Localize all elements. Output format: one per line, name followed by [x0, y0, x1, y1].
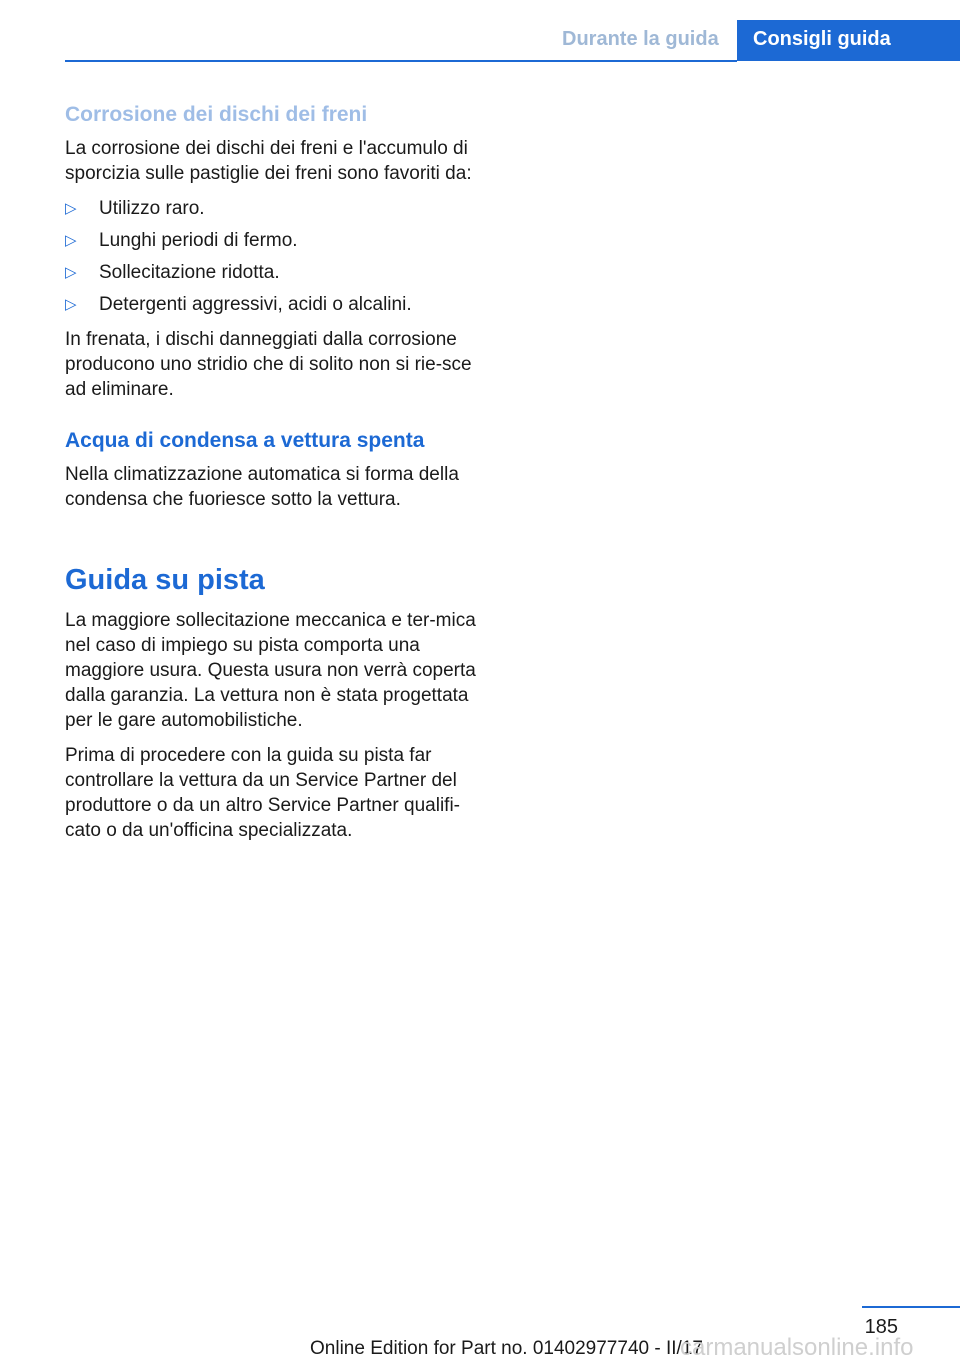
heading-track-driving: Guida su pista	[65, 564, 265, 596]
list-item-text: Utilizzo raro.	[99, 198, 205, 219]
list-item	[65, 260, 485, 285]
triangle-bullet-icon: ▷	[65, 264, 77, 281]
watermark: carmanualsonline.info	[680, 1334, 914, 1361]
page-content	[65, 100, 485, 853]
list-item	[65, 292, 485, 317]
spacer	[65, 522, 485, 560]
brake-corrosion-outro: In frenata, i dischi danneggiati dalla corrosione producono uno stridio che di solito non si rie-sce ad eliminare.	[65, 329, 472, 400]
triangle-bullet-icon: ▷	[65, 232, 77, 249]
list-item-text: Lunghi periodi di fermo.	[99, 230, 298, 251]
triangle-bullet-icon: ▷	[65, 200, 77, 217]
header-section-title: Durante la guida	[562, 28, 719, 50]
spacer	[65, 412, 485, 426]
page-number: 185	[864, 1316, 898, 1338]
header-chapter-tab: Consigli guida	[737, 20, 960, 61]
condensation-text: Nella climatizzazione automatica si forma della condensa che fuoriesce sotto la vettura.	[65, 464, 459, 510]
brake-corrosion-intro: La corrosione dei dischi dei freni e l'accumulo di sporcizia sulle pastiglie dei freni sono favoriti da:	[65, 138, 472, 184]
list-item-text: Sollecitazione ridotta.	[99, 262, 280, 283]
header-rule	[65, 60, 737, 62]
list-item	[65, 196, 485, 221]
list-item-text: Detergenti aggressivi, acidi o alcalini.	[99, 294, 412, 315]
footer-rule	[862, 1306, 960, 1308]
heading-brake-corrosion: Corrosione dei dischi dei freni	[65, 103, 368, 126]
track-driving-paragraph-1: La maggiore sollecitazione meccanica e ter-mica nel caso di impiego su pista comporta una maggiore usura. Questa usura non verrà coperta dalla garanzia. La vettura non è stata progettata per le gare automobilistiche.	[65, 610, 476, 731]
brake-corrosion-causes-list	[65, 196, 485, 317]
track-driving-paragraph-2: Prima di procedere con la guida su pista far controllare la vettura da un Service Partner del produttore o da un altro Service Partner qualifi-cato o da un'officina specializzata.	[65, 745, 460, 841]
list-item	[65, 228, 485, 253]
triangle-bullet-icon: ▷	[65, 296, 77, 313]
edition-note: Online Edition for Part no. 01402977740 - II/17	[310, 1338, 703, 1359]
page-header	[0, 0, 960, 62]
heading-condensation: Acqua di condensa a vettura spenta	[65, 429, 425, 452]
